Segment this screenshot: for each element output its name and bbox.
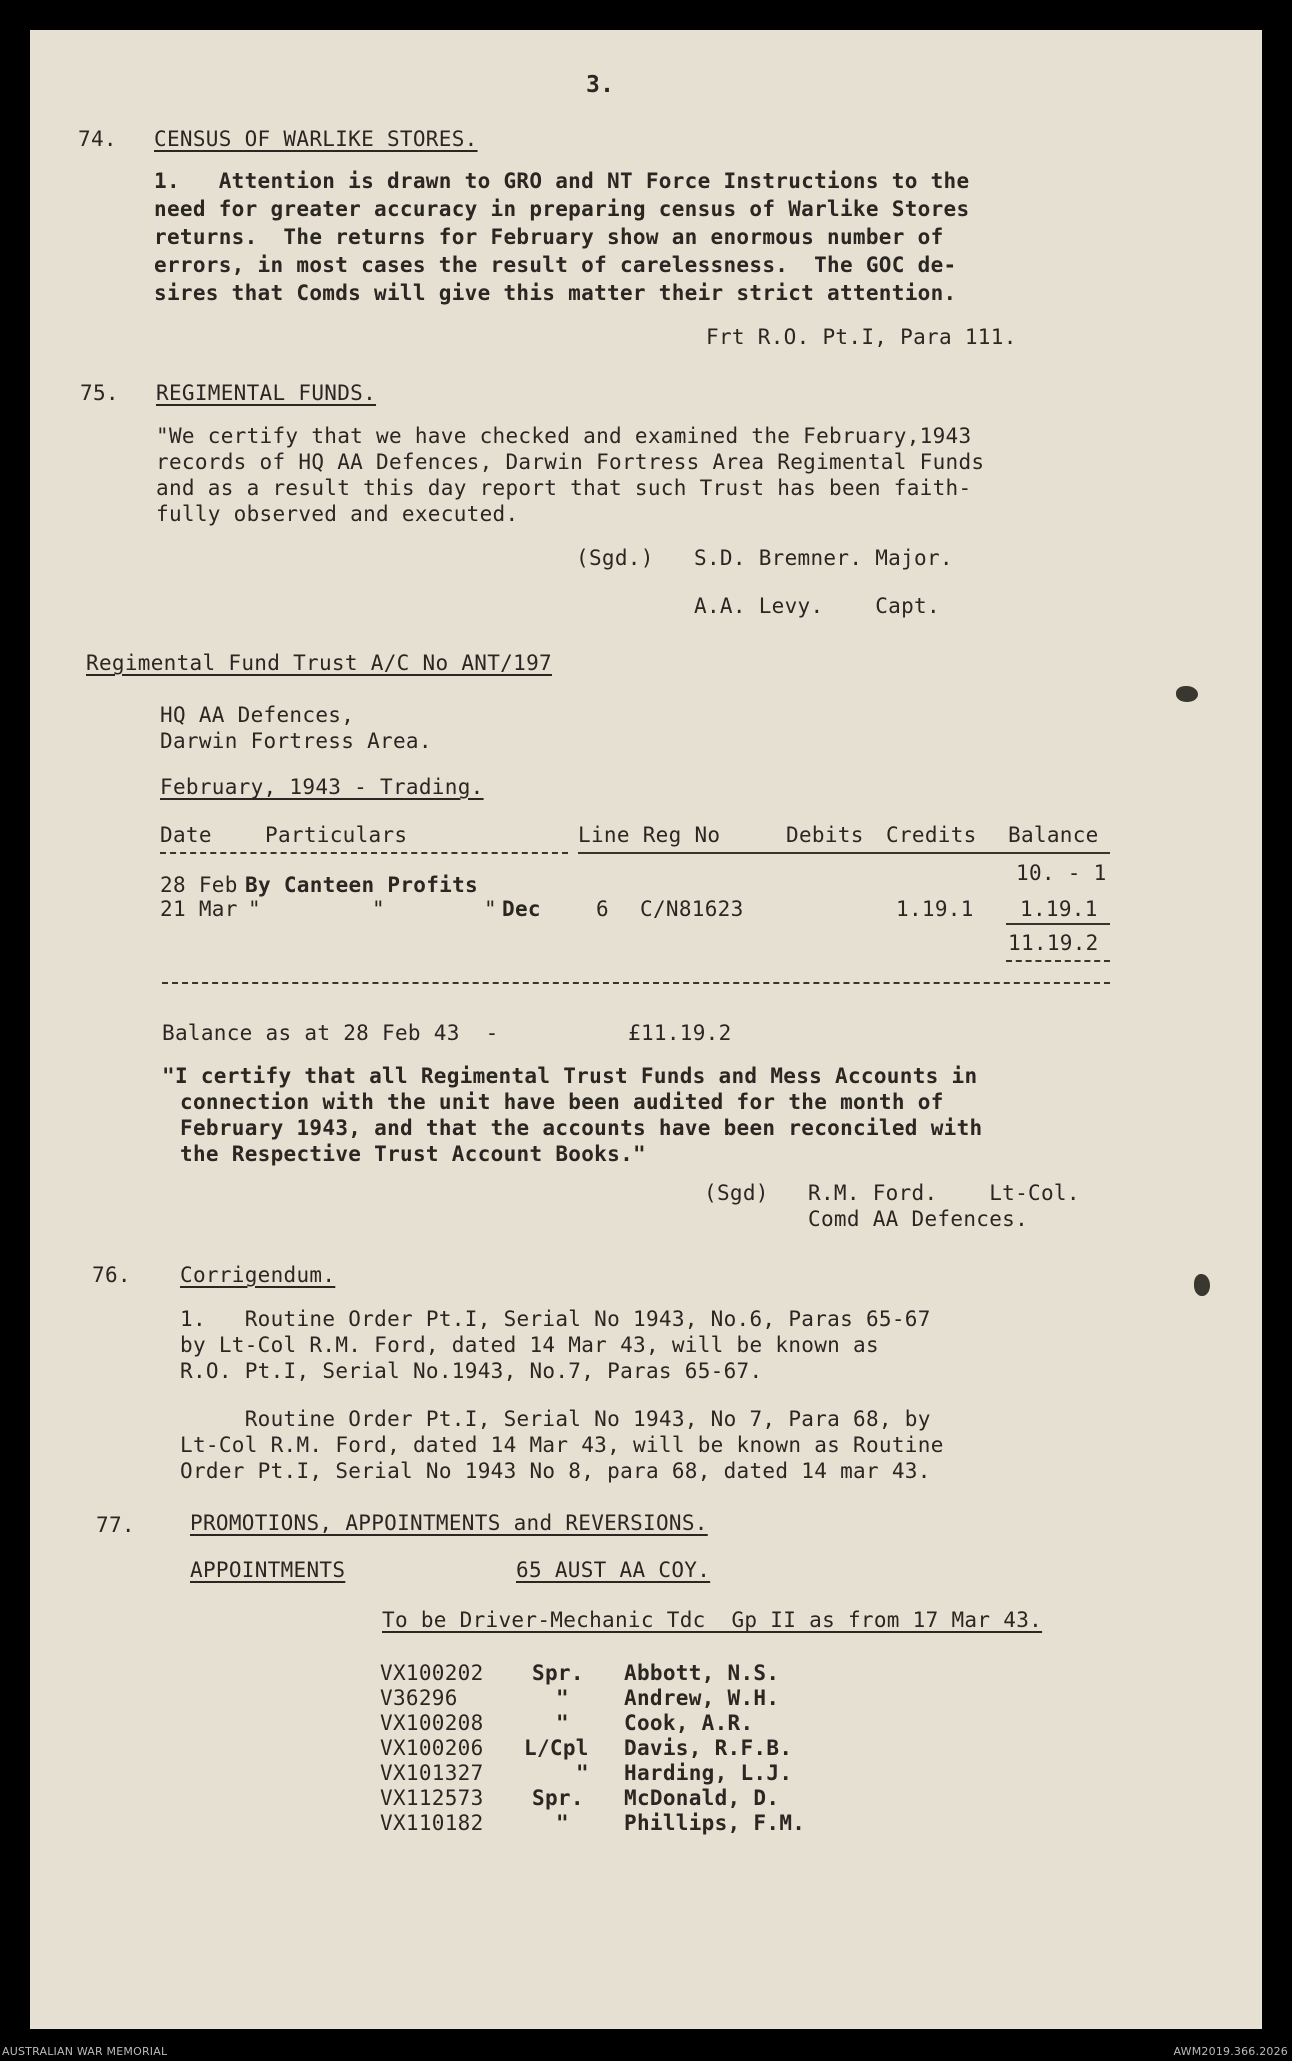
para-76-number: 76. [92,1263,131,1287]
para-74-line: errors, in most cases the result of carelessness. The GOC de- [154,253,957,277]
para-76-line: Order Pt.I, Serial No 1943 No 8, para 68, dated 14 mar 43. [180,1459,931,1483]
row-1-particulars: By Canteen Profits [245,873,478,897]
para-74-line: need for greater accuracy in preparing census of Warlike Stores [154,197,970,221]
balance-total: 11.19.2 [1008,931,1099,955]
member-name: Abbott, N.S. [624,1661,780,1685]
signed-label: (Sgd.) [576,546,654,570]
column-header-balance: Balance [1008,823,1099,847]
para-74-line: 1. Attention is drawn to GRO and NT Force Instructions to the [154,169,970,193]
rank: Spr. [532,1786,584,1810]
para-74-number: 74. [78,127,117,151]
certificate-line: connection with the unit have been audited for the month of [180,1090,944,1114]
rank: Spr. [532,1661,584,1685]
para-75-line: fully observed and executed. [156,502,519,526]
unit-heading: 65 AUST AA COY. [516,1558,711,1582]
rank: L/Cpl [524,1736,589,1760]
service-number: VX100202 [380,1661,484,1685]
column-header-line-reg-no: Line Reg No [578,823,721,847]
rank: " [556,1711,569,1735]
row-2-ditto: " [372,897,385,921]
para-77-number: 77. [96,1513,135,1537]
service-number: VX101327 [380,1761,484,1785]
row-2-balance: 1.19.1 [1020,897,1098,921]
row-2-date: 21 Mar [160,897,238,921]
row-2-credits: 1.19.1 [896,897,974,921]
balance-value: £11.19.2 [628,1021,732,1045]
appointment-description: To be Driver-Mechanic Tdc Gp II as from 17 Mar 43. [382,1608,1043,1632]
column-header-date: Date [160,823,212,847]
header-divider [160,852,568,854]
member-name: Cook, A.R. [624,1711,754,1735]
punch-hole [1194,1274,1210,1296]
column-header-debits: Debits [786,823,864,847]
signature-ford: R.M. Ford. Lt-Col. [808,1181,1080,1205]
certificate-line: February 1943, and that the accounts have been reconciled with [180,1116,983,1140]
service-number: VX100206 [380,1736,484,1760]
para-75-line: records of HQ AA Defences, Darwin Fortress Area Regimental Funds [156,450,985,474]
table-bottom-rule [162,982,1110,984]
column-header-particulars: Particulars [265,823,408,847]
appointments-subheading: APPOINTMENTS [190,1558,346,1582]
unit-location: Darwin Fortress Area. [160,729,432,753]
row-1-balance: 10. - 1 [1016,861,1107,885]
page-number: 3. [586,72,615,98]
para-75-line: and as a result this day report that such Trust has been faith- [156,476,972,500]
para-74-reference: Frt R.O. Pt.I, Para 111. [706,325,1017,349]
row-1-date: 28 Feb [160,873,238,897]
trust-account-number: Regimental Fund Trust A/C No ANT/197 [86,651,552,675]
rank: " [556,1811,569,1835]
para-76-line: by Lt-Col R.M. Ford, dated 14 Mar 43, will be known as [180,1333,879,1357]
para-76-line: 1. Routine Order Pt.I, Serial No 1943, No.6, Paras 65-67 [180,1307,931,1331]
punch-hole [1176,686,1198,702]
signature-bremner: S.D. Bremner. Major. [694,546,953,570]
certificate-signed-label: (Sgd) [704,1181,769,1205]
signatory-title: Comd AA Defences. [808,1207,1029,1231]
signature-levy: A.A. Levy. Capt. [694,594,940,618]
service-number: V36296 [380,1686,458,1710]
row-2-ditto: " [484,897,497,921]
row-2-ditto: " [248,897,261,921]
balance-label: Balance as at 28 Feb 43 - [162,1021,499,1045]
member-name: Davis, R.F.B. [624,1736,793,1760]
para-74-line: returns. The returns for February show an enormous number of [154,225,944,249]
unit-name: HQ AA Defences, [160,703,355,727]
total-divider [1006,960,1110,962]
certificate-line: the Respective Trust Account Books." [180,1142,646,1166]
document-page [30,30,1262,2029]
service-number: VX112573 [380,1786,484,1810]
para-75-line: "We certify that we have checked and examined the February,1943 [156,424,972,448]
row-2-line: Dec [502,897,541,921]
column-header-credits: Credits [886,823,977,847]
row-2-reg-no: C/N81623 [640,897,744,921]
member-name: Harding, L.J. [624,1761,793,1785]
para-77-heading: PROMOTIONS, APPOINTMENTS and REVERSIONS. [190,1511,708,1535]
row-2-reg-page: 6 [596,897,609,921]
para-75-number: 75. [80,381,119,405]
para-75-heading: REGIMENTAL FUNDS. [156,381,377,405]
para-76-line: Routine Order Pt.I, Serial No 1943, No 7, Para 68, by [180,1407,931,1431]
archive-reference: AWM2019.366.2026 [1173,2045,1288,2058]
service-number: VX110182 [380,1811,484,1835]
certificate-line: "I certify that all Regimental Trust Funds and Mess Accounts in [162,1064,978,1088]
member-name: Andrew, W.H. [624,1686,780,1710]
member-name: Phillips, F.M. [624,1811,806,1835]
rank: " [556,1686,569,1710]
header-rule [578,852,1110,854]
para-74-line: sires that Comds will give this matter their strict attention. [154,281,957,305]
subtotal-rule [1006,923,1110,925]
para-76-line: R.O. Pt.I, Serial No.1943, No.7, Paras 65-67. [180,1359,763,1383]
para-76-heading: Corrigendum. [180,1263,336,1287]
member-name: McDonald, D. [624,1786,780,1810]
trading-period: February, 1943 - Trading. [160,775,484,799]
archive-credit: AUSTRALIAN WAR MEMORIAL [2,2045,168,2058]
para-76-line: Lt-Col R.M. Ford, dated 14 Mar 43, will be known as Routine [180,1433,944,1457]
para-74-heading: CENSUS OF WARLIKE STORES. [154,127,478,151]
service-number: VX100208 [380,1711,484,1735]
rank: " [576,1761,589,1785]
